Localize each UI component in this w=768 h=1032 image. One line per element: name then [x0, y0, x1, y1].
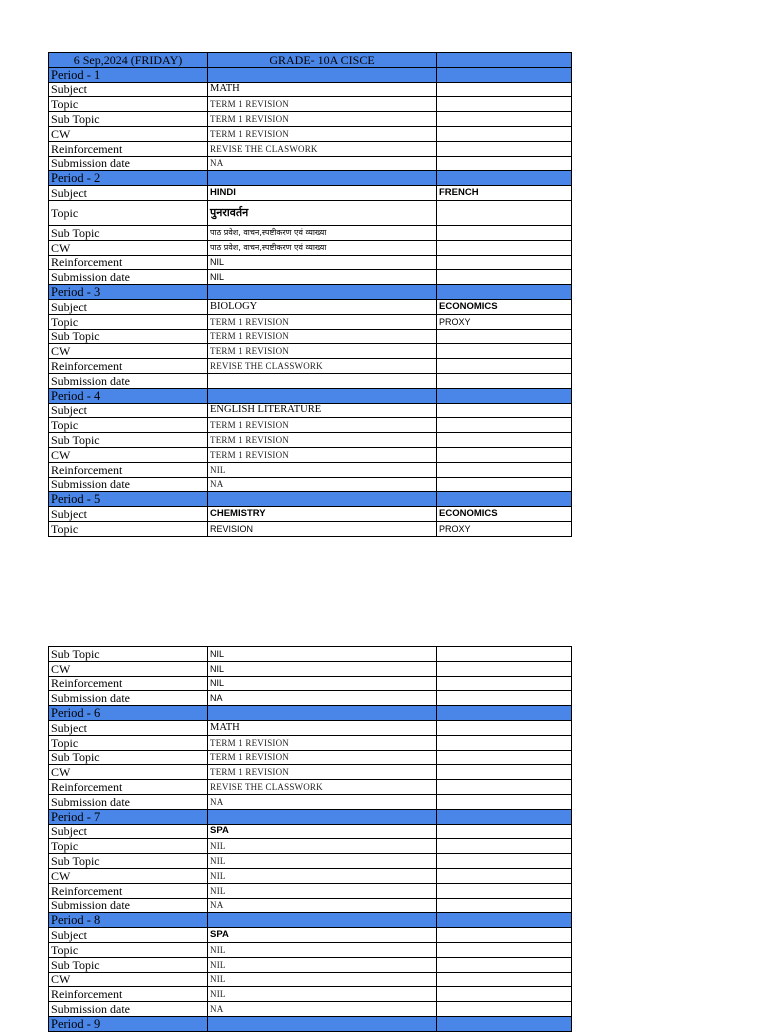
table-row: [49, 1002, 572, 1017]
table-row: [49, 433, 572, 448]
table-row: [49, 314, 572, 329]
row-label: CW: [49, 240, 208, 255]
submission-date-value: NA: [208, 156, 437, 171]
table-row: [49, 344, 572, 359]
subject-value: SPA: [208, 824, 437, 839]
row-label: Subject: [49, 824, 208, 839]
table-row: [49, 765, 572, 780]
subject-value: SPA: [208, 928, 437, 943]
table-row: [49, 676, 572, 691]
reinforcement-value: REVISE THE CLASSWORK: [208, 780, 437, 795]
row-label: Subject: [49, 299, 208, 314]
topic-value: NIL: [208, 942, 437, 957]
table-row: [49, 477, 572, 492]
row-label: CW: [49, 661, 208, 676]
table-row: [49, 647, 572, 662]
table-row: [49, 898, 572, 913]
period-title: Period - 8: [49, 913, 208, 928]
row-label: CW: [49, 126, 208, 141]
period-header: [49, 285, 572, 300]
table-row: [49, 403, 572, 418]
table-row: [49, 661, 572, 676]
row-label: Reinforcement: [49, 462, 208, 477]
table-row: [49, 942, 572, 957]
table-row: [49, 794, 572, 809]
table-row: [49, 750, 572, 765]
period-header: [49, 67, 572, 82]
row-label: Submission date: [49, 898, 208, 913]
table-row: [49, 255, 572, 270]
row-label: Sub Topic: [49, 225, 208, 240]
row-label: Submission date: [49, 794, 208, 809]
cw-value: NIL: [208, 868, 437, 883]
row-label: Submission date: [49, 270, 208, 285]
table-row: [49, 270, 572, 285]
cw-value: पाठ प्रवेश, वाचन,स्पष्टीकरण एवं व्याख्या: [208, 240, 437, 255]
reinforcement-value: NIL: [208, 883, 437, 898]
period-header: [49, 388, 572, 403]
row-label: Submission date: [49, 477, 208, 492]
row-label: Reinforcement: [49, 255, 208, 270]
table-row: [49, 97, 572, 112]
topic-value: TERM 1 REVISION: [208, 314, 437, 329]
row-label: Topic: [49, 418, 208, 433]
row-label: CW: [49, 447, 208, 462]
row-label: Submission date: [49, 1002, 208, 1017]
table-row: [49, 824, 572, 839]
table-row: [49, 839, 572, 854]
table-row: [49, 462, 572, 477]
table-row: [49, 691, 572, 706]
row-label: Sub Topic: [49, 750, 208, 765]
subject-value: CHEMISTRY: [208, 507, 437, 522]
subject-alt-value: ECONOMICS: [437, 507, 572, 522]
table-row: [49, 720, 572, 735]
table-row: [49, 780, 572, 795]
submission-date-value: NA: [208, 691, 437, 706]
period-title: Period - 3: [49, 285, 208, 300]
timetable-page-2: [48, 646, 572, 1032]
topic-value: पुनरावर्तन: [208, 200, 437, 225]
submission-date-value: NIL: [208, 270, 437, 285]
topic-value: TERM 1 REVISION: [208, 97, 437, 112]
table-row: [49, 883, 572, 898]
submission-date-value: NA: [208, 1002, 437, 1017]
table-row: [49, 447, 572, 462]
topic-value: TERM 1 REVISION: [208, 735, 437, 750]
subject-value: ENGLISH LITERATURE: [208, 403, 437, 418]
table-row: [49, 735, 572, 750]
reinforcement-value: NIL: [208, 676, 437, 691]
header-date: 6 Sep,2024 (FRIDAY): [49, 53, 208, 68]
row-label: CW: [49, 765, 208, 780]
table-row: [49, 141, 572, 156]
topic-value: REVISION: [208, 521, 437, 536]
sub-topic-value: TERM 1 REVISION: [208, 112, 437, 127]
table-row: [49, 240, 572, 255]
topic-alt-value: PROXY: [437, 314, 572, 329]
subject-value: HINDI: [208, 186, 437, 201]
submission-date-value: NA: [208, 794, 437, 809]
submission-date-value: [208, 373, 437, 388]
row-label: Submission date: [49, 156, 208, 171]
subject-alt-value: ECONOMICS: [437, 299, 572, 314]
row-label: Subject: [49, 720, 208, 735]
row-label: Reinforcement: [49, 676, 208, 691]
row-label: Topic: [49, 97, 208, 112]
row-label: Subject: [49, 186, 208, 201]
row-label: Sub Topic: [49, 329, 208, 344]
topic-value: NIL: [208, 839, 437, 854]
cw-value: TERM 1 REVISION: [208, 765, 437, 780]
row-label: Submission date: [49, 691, 208, 706]
period-title: Period - 9: [49, 1016, 208, 1031]
row-label: Sub Topic: [49, 112, 208, 127]
table-row: [49, 82, 572, 97]
sub-topic-value: NIL: [208, 647, 437, 662]
row-label: Reinforcement: [49, 780, 208, 795]
row-label: Topic: [49, 314, 208, 329]
table-row: [49, 957, 572, 972]
period-header: [49, 809, 572, 824]
sub-topic-value: NIL: [208, 957, 437, 972]
reinforcement-value: NIL: [208, 462, 437, 477]
period-header: [49, 706, 572, 721]
table-row: [49, 112, 572, 127]
row-label: Reinforcement: [49, 141, 208, 156]
topic-alt-value: PROXY: [437, 521, 572, 536]
period-title: Period - 1: [49, 67, 208, 82]
period-title: Period - 2: [49, 171, 208, 186]
row-label: Submission date: [49, 373, 208, 388]
reinforcement-value: REVISE THE CLASSWORK: [208, 359, 437, 374]
header-grade: GRADE- 10A CISCE: [208, 53, 437, 68]
header-row: [49, 53, 572, 68]
row-label: Subject: [49, 403, 208, 418]
row-label: CW: [49, 344, 208, 359]
table-row: [49, 987, 572, 1002]
row-label: Topic: [49, 942, 208, 957]
row-label: Reinforcement: [49, 987, 208, 1002]
reinforcement-value: REVISE THE CLASWORK: [208, 141, 437, 156]
row-label: Sub Topic: [49, 433, 208, 448]
table-row: [49, 186, 572, 201]
cw-value: TERM 1 REVISION: [208, 447, 437, 462]
table-row: [49, 200, 572, 225]
table-row: [49, 359, 572, 374]
reinforcement-value: NIL: [208, 987, 437, 1002]
table-row: [49, 225, 572, 240]
row-label: Sub Topic: [49, 957, 208, 972]
row-label: Reinforcement: [49, 359, 208, 374]
table-row: [49, 418, 572, 433]
subject-value: BIOLOGY: [208, 299, 437, 314]
table-row: [49, 854, 572, 869]
period-header: [49, 913, 572, 928]
topic-value: TERM 1 REVISION: [208, 418, 437, 433]
cw-value: TERM 1 REVISION: [208, 126, 437, 141]
table-row: [49, 126, 572, 141]
table-row: [49, 156, 572, 171]
sub-topic-value: पाठ प्रवेश, वाचन,स्पष्टीकरण एवं व्याख्या: [208, 225, 437, 240]
timetable-page-1: [48, 52, 572, 537]
row-label: Sub Topic: [49, 647, 208, 662]
period-title: Period - 7: [49, 809, 208, 824]
row-label: CW: [49, 868, 208, 883]
period-title: Period - 4: [49, 388, 208, 403]
period-title: Period - 5: [49, 492, 208, 507]
header-extra: [437, 53, 572, 68]
cw-value: TERM 1 REVISION: [208, 344, 437, 359]
table-row: [49, 299, 572, 314]
row-label: Subject: [49, 507, 208, 522]
subject-value: MATH: [208, 82, 437, 97]
sub-topic-value: TERM 1 REVISION: [208, 750, 437, 765]
sub-topic-value: TERM 1 REVISION: [208, 329, 437, 344]
sub-topic-value: NIL: [208, 854, 437, 869]
subject-value: MATH: [208, 720, 437, 735]
row-label: Subject: [49, 82, 208, 97]
row-label: Sub Topic: [49, 854, 208, 869]
row-label: Topic: [49, 735, 208, 750]
table-row: [49, 373, 572, 388]
subject-alt-value: FRENCH: [437, 186, 572, 201]
submission-date-value: NA: [208, 898, 437, 913]
cw-value: NIL: [208, 661, 437, 676]
row-label: Subject: [49, 928, 208, 943]
row-label: Topic: [49, 839, 208, 854]
period-title: Period - 6: [49, 706, 208, 721]
table-row: [49, 928, 572, 943]
table-row: [49, 972, 572, 987]
table-row: [49, 868, 572, 883]
reinforcement-value: NIL: [208, 255, 437, 270]
period-header: [49, 492, 572, 507]
row-label: Reinforcement: [49, 883, 208, 898]
cw-value: NIL: [208, 972, 437, 987]
period-header: [49, 171, 572, 186]
table-row: [49, 507, 572, 522]
submission-date-value: NA: [208, 477, 437, 492]
row-label: Topic: [49, 200, 208, 225]
row-label: Topic: [49, 521, 208, 536]
table-row: [49, 521, 572, 536]
sub-topic-value: TERM 1 REVISION: [208, 433, 437, 448]
row-label: CW: [49, 972, 208, 987]
table-row: [49, 329, 572, 344]
